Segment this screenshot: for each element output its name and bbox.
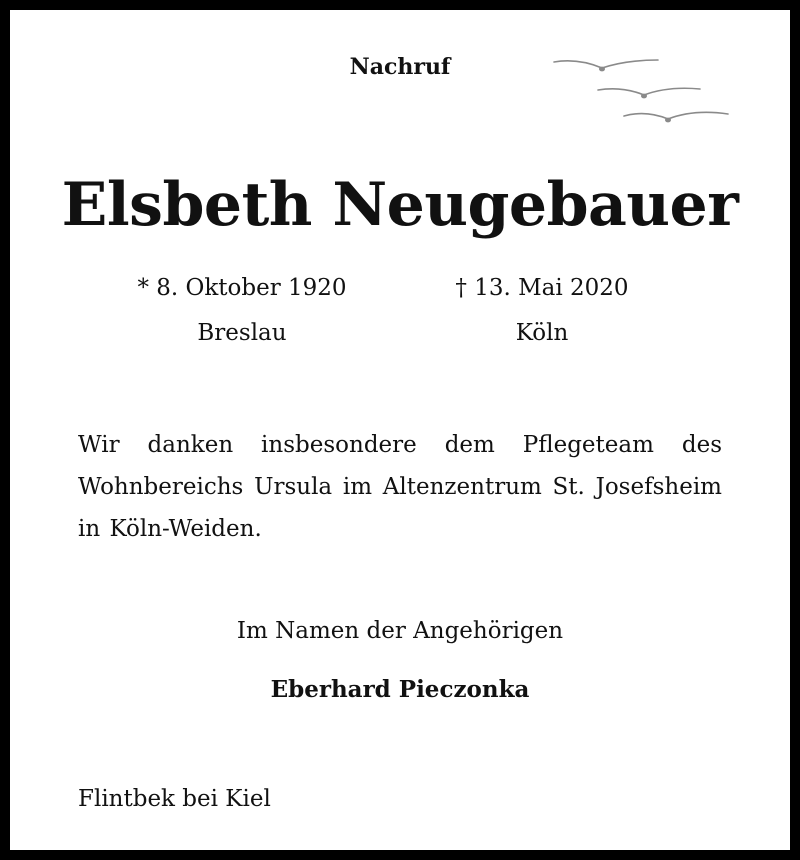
bird-3-icon	[624, 112, 728, 119]
thanks-message: Wir danken insbesondere dem Pflegeteam des Wohnbereichs Ursula im Altenzentrum St. Josefsheim in Köln-Weiden.	[78, 432, 722, 542]
birth-place: Breslau	[197, 320, 287, 346]
death-date: 13. Mai 2020	[474, 275, 629, 301]
death-place: Köln	[515, 320, 569, 346]
location: Flintbek bei Kiel	[78, 786, 271, 812]
signer-name: Eberhard Pieczonka	[270, 676, 530, 703]
flying-birds-icon	[544, 46, 734, 128]
bird-2-icon	[598, 88, 700, 95]
death-symbol: †	[455, 275, 467, 301]
deceased-name: Elsbeth Neugebauer	[61, 170, 739, 240]
bird-1-icon	[554, 60, 658, 68]
birth-date: 8. Oktober 1920	[156, 275, 347, 301]
notice-heading: Nachruf	[349, 54, 451, 80]
birth-symbol: *	[137, 275, 149, 301]
closing-line: Im Namen der Angehörigen	[236, 618, 564, 644]
birth-info	[112, 266, 372, 356]
death-info	[412, 266, 672, 356]
